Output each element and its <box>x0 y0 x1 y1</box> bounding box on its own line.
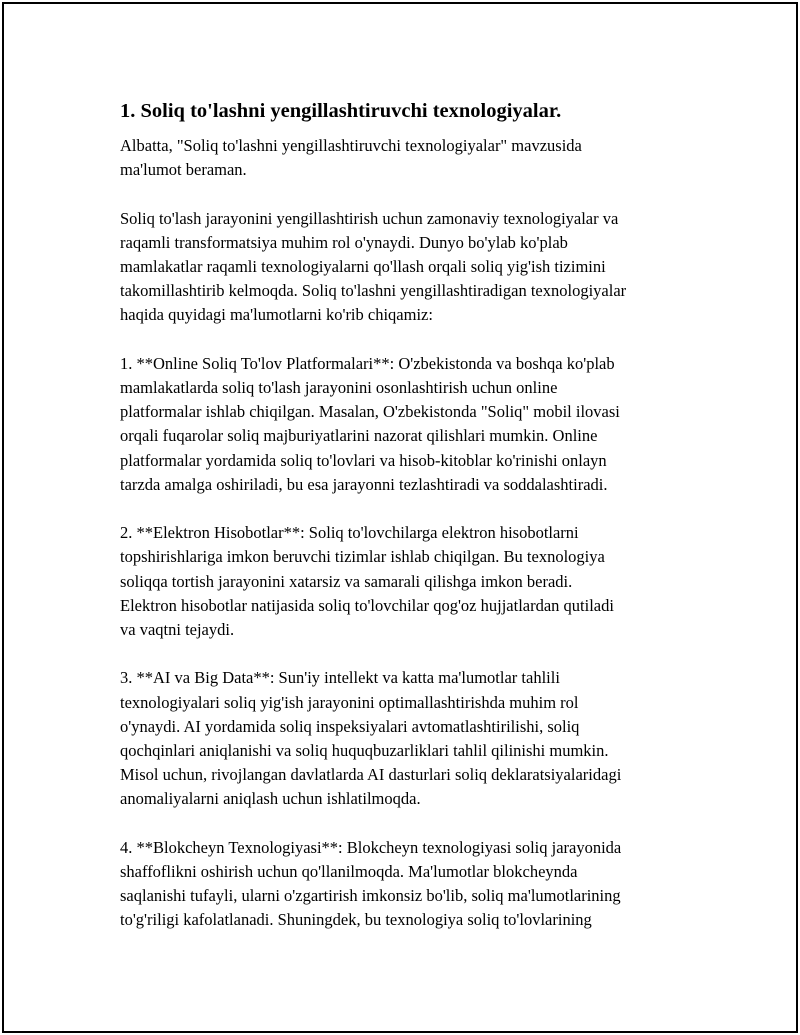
document-body <box>120 98 700 957</box>
text-line: Albatta, "Soliq to'lashni yengillashtiruvchi texnologiyalar" mavzusida <box>120 136 582 155</box>
document-title: 1. Soliq to'lashni yengillashtiruvchi texnologiyalar. <box>120 100 562 122</box>
text-line: to'g'riligi kafolatlanadi. Shuningdek, bu texnologiya soliq to'lovlarining <box>120 910 592 930</box>
document-page <box>2 2 798 1033</box>
text-line: 3. **AI va Big Data**: Sun'iy intellekt va katta ma'lumotlar tahlili <box>120 668 560 688</box>
text-line: takomillashtirib kelmoqda. Soliq to'lashni yengillashtiradigan texnologiyalar <box>120 281 627 301</box>
text-line: texnologiyalari soliq yig'ish jarayonini optimallashtirishda muhim rol <box>120 692 579 712</box>
text-line: mamlakatlar raqamli texnologiyalarni qo'llash orqali soliq yig'ish tizimini <box>120 257 606 276</box>
text-line: platformalar yordamida soliq to'lovlari va hisob-kitoblar ko'rinishi onlayn <box>120 450 607 470</box>
text-line: mamlakatlarda soliq to'lash jarayonini osonlashtirish uchun online <box>120 378 558 397</box>
text-line: topshirishlariga imkon beruvchi tizimlar ishlab chiqilgan. Bu texnologiya <box>120 547 605 567</box>
text-line: qochqinlari aniqlanishi va soliq huquqbuzarliklari tahlil qilinishi mumkin. <box>120 741 609 761</box>
text-line: shaffoflikni oshirish uchun qo'llanilmoqda. Ma'lumotlar blokcheynda <box>120 862 578 882</box>
text-line: soliqqa tortish jarayonini xatarsiz va samarali qilishga imkon beradi. <box>120 571 573 591</box>
text-line: 1. **Online Soliq To'lov Platformalari**: O'zbekistonda va boshqa ko'plab <box>120 353 615 373</box>
text-line: platformalar ishlab chiqilgan. Masalan, O'zbekistonda "Soliq" mobil ilovasi <box>120 402 620 422</box>
paragraph-intro <box>120 134 700 182</box>
text-line: 4. **Blokcheyn Texnologiyasi**: Blokcheyn texnologiyasi soliq jarayonida <box>120 837 622 857</box>
paragraph-overview <box>120 207 700 328</box>
text-line: o'ynaydi. AI yordamida soliq inspeksiyalari avtomatlashtirilishi, soliq <box>120 716 580 736</box>
text-line: tarzda amalga oshiriladi, bu esa jarayonni tezlashtiradi va soddalashtiradi. <box>120 474 608 494</box>
text-line: anomaliyalarni aniqlash uchun ishlatilmoqda. <box>120 789 421 809</box>
text-line: saqlanishi tufayli, ularni o'zgartirish imkonsiz bo'lib, soliq ma'lumotlarining <box>120 886 621 906</box>
paragraph-item-3 <box>120 666 700 811</box>
text-line: haqida quyidagi ma'lumotlarni ko'rib chiqamiz: <box>120 305 433 325</box>
text-line: raqamli transformatsiya muhim rol o'ynaydi. Dunyo bo'ylab ko'plab <box>120 232 568 252</box>
text-line: Elektron hisobotlar natijasida soliq to'lovchilar qog'oz hujjatlardan qutiladi <box>120 595 614 615</box>
text-line: orqali fuqarolar soliq majburiyatlarini nazorat qilishlari mumkin. Online <box>120 426 598 446</box>
text-line: 2. **Elektron Hisobotlar**: Soliq to'lovchilarga elektron hisobotlarni <box>120 523 579 543</box>
text-line: Misol uchun, rivojlangan davlatlarda AI dasturlari soliq deklaratsiyalaridagi <box>120 765 622 785</box>
paragraph-item-4 <box>120 836 700 933</box>
paragraph-item-2 <box>120 521 700 642</box>
paragraph-item-1 <box>120 352 700 497</box>
text-line: Soliq to'lash jarayonini yengillashtirish uchun zamonaviy texnologiyalar va <box>120 208 619 228</box>
text-line: ma'lumot beraman. <box>120 160 247 180</box>
text-line: va vaqtni tejaydi. <box>120 620 235 640</box>
